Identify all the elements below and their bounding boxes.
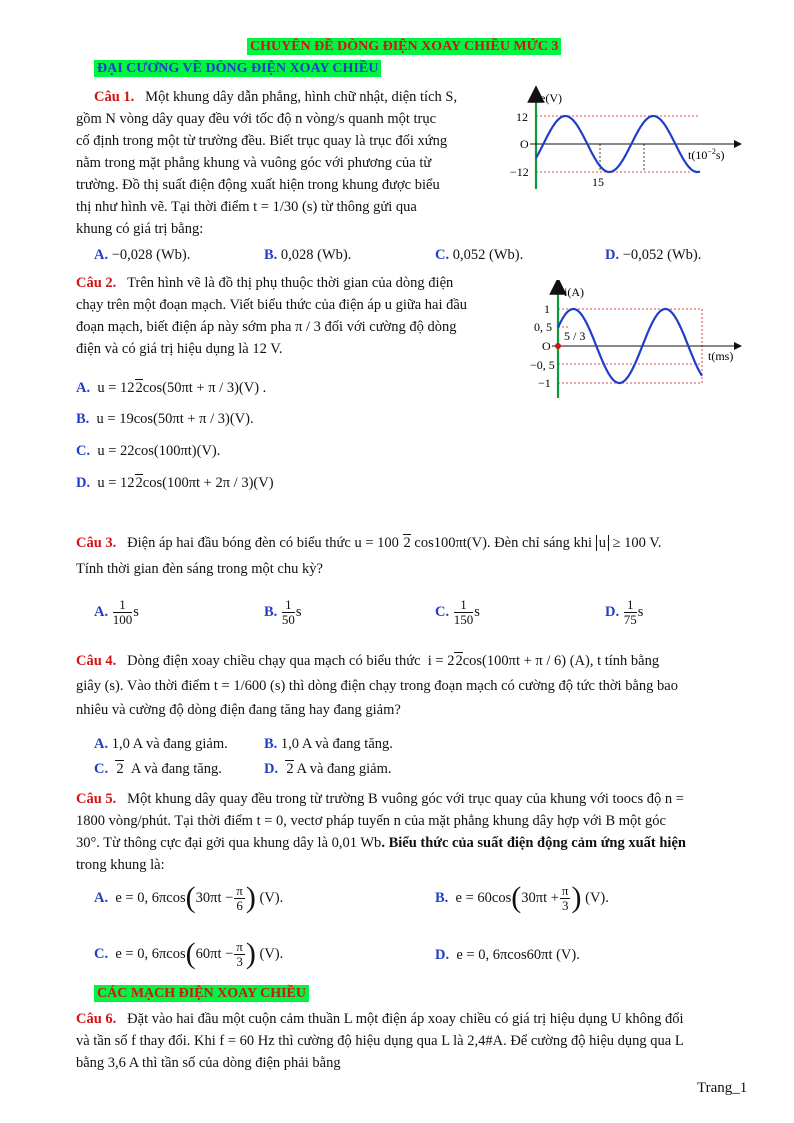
y-axis-label: e(V) (540, 91, 562, 105)
section-heading-2: CÁC MẠCH ĐIỆN XOAY CHIỀU (94, 985, 309, 1002)
x-tick-label: 15 (592, 175, 604, 189)
q3-option-c[interactable]: C. $\frac{1}{150}$ s (435, 597, 480, 627)
question-2 (76, 272, 516, 360)
question-text: đoạn mạch, biết điện áp này sớm pha π / 3 đối với cường độ dòng (76, 319, 457, 335)
question-text: 1800 vòng/phút. Tại thời điểm t = 0, vectơ pháp tuyến n của mặt phẳng khung dây hợp với B một góc (76, 813, 666, 829)
q1-option-d[interactable]: D. −0,052 (Wb). (605, 247, 702, 263)
question-1 (94, 86, 514, 108)
question-text: Trên hình vẽ là đồ thị phụ thuộc thời gian của dòng điện (127, 275, 454, 291)
question-text: nhiêu và cường độ dòng điện đang tăng hay đang giảm? (76, 702, 401, 718)
q4-option-d[interactable]: D. 2 A và đang giảm. (264, 761, 392, 777)
question-text: bằng 3,6 A thì tần số của dòng điện phải bằng (76, 1055, 341, 1071)
question-1-body (76, 108, 496, 240)
question-text: nằm trong mặt phẳng khung và vuông góc với phương của từ (76, 155, 432, 171)
question-label: Câu 6. (76, 1011, 117, 1027)
q1-option-a[interactable]: A. −0,028 (Wb). (94, 247, 191, 263)
q2-option-d[interactable]: D. u = 122cos(100πt + 2π / 3)(V) (76, 475, 274, 491)
abs-value: u (596, 535, 609, 551)
document-title: CHUYÊN ĐỀ DÒNG ĐIỆN XOAY CHIỀU MỨC 3 (247, 38, 561, 55)
question-text: Một khung dây dẫn phẳng, hình chữ nhật, diện tích S, (145, 89, 458, 105)
emf-graph (500, 84, 745, 194)
q1-option-c[interactable]: C. 0,052 (Wb). (435, 247, 524, 263)
y-tick-max: 12 (516, 110, 528, 124)
question-3: Câu 3. Điện áp hai đầu bóng đèn có biểu thức u = 100 2 cos100πt(V). Đèn chỉ sáng khi u ≥ 100 V. Tính thời gian đèn sáng trong một chu kỳ? (76, 532, 662, 580)
question-label: Câu 3. (76, 535, 117, 551)
question-4: Câu 4. Dòng điện xoay chiều chạy qua mạch có biểu thức i = 22cos(100πt + π / 6) (A), t tính bằng giây (s). Vào thời điểm t = 1/600 (s) thì dòng điện chạy trong đoạn mạch có cường độ tức thời bằng bao nhiêu và cường độ dòng điện đang tăng hay đang giảm? (76, 650, 678, 721)
q1-option-b[interactable]: B. 0,028 (Wb). (264, 247, 352, 263)
q4-option-a[interactable]: A. 1,0 A và đang giảm. (94, 736, 228, 752)
question-text: trường. Đồ thị suất điện động xuất hiện trong khung được biểu (76, 177, 440, 193)
q3-option-a[interactable]: A. $\frac{1}{100}$ s (94, 597, 139, 627)
q5-option-d[interactable]: D. e = 0, 6πcos60πt (V). (435, 947, 580, 963)
y-axis-label: i(A) (564, 285, 584, 299)
question-text: trong khung là: (76, 857, 165, 873)
origin-label: O (542, 339, 551, 353)
question-text: khung có giá trị bằng: (76, 221, 204, 237)
section-heading-1: ĐẠI CƯƠNG VỀ DÒNG ĐIỆN XOAY CHIỀU (94, 60, 381, 77)
q5-option-c[interactable]: C. e = 0, 6πcos(60πt − $\frac{\pi}{3}$ ) (V). (94, 936, 284, 970)
question-text: cố định trong một từ trường đều. Biết trục quay là trục đối xứng (76, 133, 448, 149)
question-text: chạy trên một đoạn mạch. Viết biểu thức của điện áp u giữa hai đầu (76, 297, 468, 313)
y-tick-05: 0, 5 (534, 320, 552, 334)
question-text: thị như hình vẽ. Tại thời điểm t = 1/30 (s) từ thông gửi qua (76, 199, 417, 215)
origin-label: O (520, 137, 529, 151)
x-axis-label: t(ms) (708, 349, 734, 363)
page-number: Trang_1 (697, 1080, 748, 1096)
x-axis-label: $t(10^{-2}s)$ (688, 147, 725, 162)
question-text: giây (s). Vào thời điểm t = 1/600 (s) thì dòng điện chạy trong đoạn mạch có cường độ tức thời bằng bao (76, 678, 678, 694)
y-tick-1: 1 (544, 302, 550, 316)
y-tick-min: −12 (510, 165, 529, 179)
question-label: Câu 4. (76, 653, 117, 669)
question-text: và tần số f thay đổi. Khi f = 60 Hz thì cường độ hiệu dụng qua L là 2,4#A. Để cường độ hiệu dụng qua L (76, 1033, 684, 1049)
question-5: Câu 5. Một khung dây quay đều trong từ trường B vuông góc với trục quay của khung với toocs độ n = 1800 vòng/phút. Tại thời điểm t = 0, vectơ pháp tuyến n của mặt phẳng khung dây hợp với B một góc 30°. Từ thông cực đại gởi qua khung dây là 0,01 Wb. Biểu thức của suất điện động cảm ứng xuất hiện trong khung là: (76, 788, 686, 876)
question-text: điện và có giá trị hiệu dụng là 12 V. (76, 341, 283, 357)
question-text: Tính thời gian đèn sáng trong một chu kỳ? (76, 561, 323, 577)
q2-option-b[interactable]: B. u = 19cos(50πt + π / 3)(V). (76, 411, 254, 427)
y-tick-m05: −0, 5 (530, 358, 555, 372)
q5-option-a[interactable]: A. e = 0, 6πcos(30πt − $\frac{\pi}{6}$ ) (V). (94, 880, 284, 914)
q5-option-b[interactable]: B. e = 60cos(30πt + $\frac{\pi}{3}$ ) (V). (435, 880, 609, 914)
question-6: Câu 6. Đặt vào hai đầu một cuộn cảm thuần L một điện áp xoay chiều có giá trị hiệu dụng U không đổi và tần số f thay đổi. Khi f = 60 Hz thì cường độ hiệu dụng qua L là 2,4#A. Để cường độ hiệu dụng qua L bằng 3,6 A thì tần số của dòng điện phải bằng (76, 1008, 684, 1074)
current-graph (530, 280, 745, 402)
x-tick-label: 5 / 3 (564, 329, 586, 343)
q2-option-a[interactable]: A. u = 122cos(50πt + π / 3)(V) . (76, 380, 267, 396)
q3-option-b[interactable]: B. $\frac{1}{50}$ s (264, 597, 302, 627)
q3-option-d[interactable]: D. $\frac{1}{75}$ s (605, 597, 644, 627)
q4-option-b[interactable]: B. 1,0 A và đang tăng. (264, 736, 393, 752)
question-label: Câu 2. (76, 275, 117, 291)
question-text: gồm N vòng dây quay đều với tốc độ n vòng/s quanh một trục (76, 111, 437, 127)
question-label: Câu 1. (94, 89, 135, 105)
origin-dot (555, 343, 561, 349)
q2-option-c[interactable]: C. u = 22cos(100πt)(V). (76, 443, 221, 459)
q4-option-c[interactable]: C. 2 A và đang tăng. (94, 761, 222, 777)
y-tick-m1: −1 (538, 376, 551, 390)
question-label: Câu 5. (76, 791, 117, 807)
